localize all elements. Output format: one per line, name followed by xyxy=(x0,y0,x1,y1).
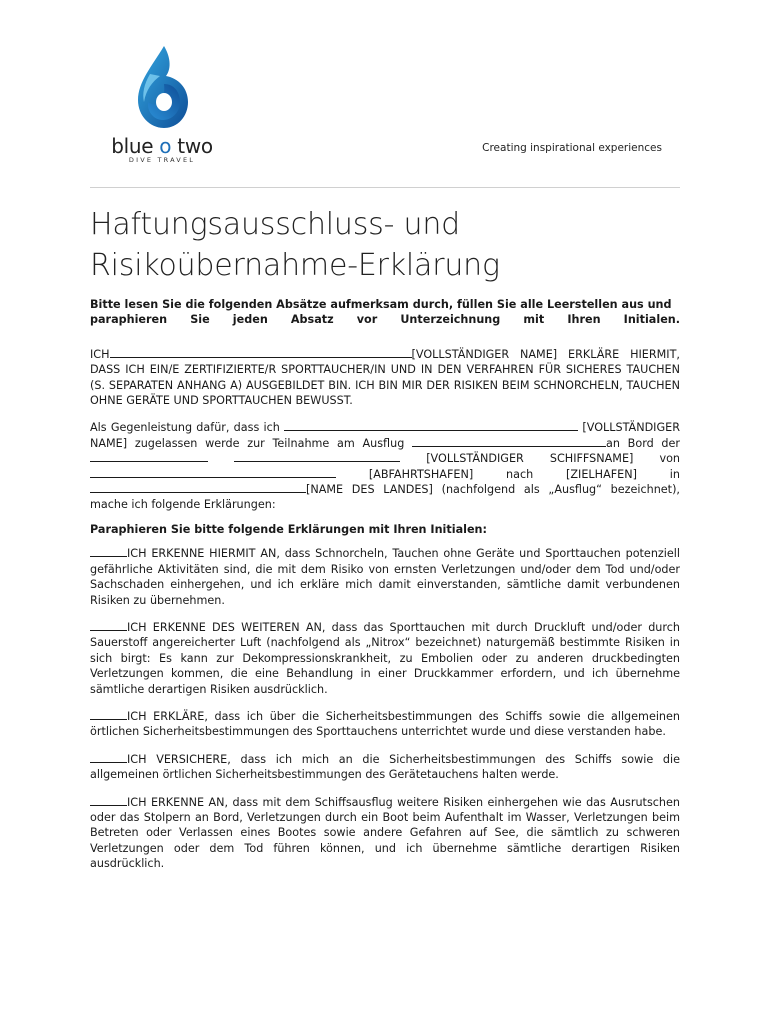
initials-blank-2[interactable] xyxy=(90,621,127,631)
brand-subtitle: DIVE TRAVEL xyxy=(128,156,196,164)
ship-blank-2[interactable] xyxy=(234,452,400,462)
tagline: Creating inspirational experiences xyxy=(482,142,662,154)
document-title xyxy=(90,204,680,286)
destination-blank[interactable] xyxy=(90,483,306,493)
ship-blank-1[interactable] xyxy=(90,452,208,462)
initials-blank-4[interactable] xyxy=(90,753,127,763)
statement-3: ICH ERKLÄRE, dass ich über die Sicherheitsbestimmungen des Schiffs sowie die allgemeinen örtlichen Sicherheitsbestimmungen des Sporttauchens unterrichtet wurde und diese verstanden habe. xyxy=(90,709,680,739)
intro-instructions xyxy=(90,297,680,328)
company-logo xyxy=(106,44,218,170)
intro-line-1: Bitte lesen Sie die folgenden Absätze aufmerksam durch, füllen Sie alle Leerstellen aus und xyxy=(90,298,672,311)
departure-port-blank[interactable] xyxy=(90,468,336,478)
brand-name: blue o two xyxy=(111,134,213,158)
consideration-paragraph: Als Gegenleistung dafür, dass ich [VOLLSTÄNDIGER NAME] zugelassen werde zur Teilnahme am Ausflug an Bord der [VOLLSTÄNDIGER SCHIFFSNAME] von [ABFAHRTSHAFEN] nach [ZIELHAFEN] in[NAME DES LANDES] (nachfolgend als „Ausflug“ bezeichnet), mache ich folgende Erklärungen: xyxy=(90,421,681,512)
statement-5: ICH ERKENNE AN, dass mit dem Schiffsausflug weitere Risiken einhergehen wie das Ausrutschen oder das Stolpern an Bord, Verletzungen durch ein Boot beim Aufenthalt im Wasser, Verletzungen beim Betreten oder Verlassen eines Bootes sowie andere Gefahren auf See, die sämtlich zu schweren Verletzungen oder dem Tod führen können, und ich übernehme sämtliche derartigen Risiken ausdrücklich. xyxy=(90,795,680,871)
header-divider xyxy=(90,187,680,188)
initials-blank-3[interactable] xyxy=(90,710,127,720)
excursion-blank[interactable] xyxy=(412,437,606,447)
statement-1: ICH ERKENNE HIERMIT AN, dass Schnorcheln, Tauchen ohne Geräte und Sporttauchen potenziell gefährliche Aktivitäten sind, die mit dem Risiko von ernsten Verletzungen und/oder dem Tod und/oder Sachschaden einhergehen, und ich erkläre mich damit einverstanden, sämtliche damit verbundenen Risiken zu übernehmen. xyxy=(90,547,680,607)
full-name-blank[interactable] xyxy=(110,348,412,358)
title-line-2: Risikoübernahme-Erklärung xyxy=(90,248,500,283)
statement-4: ICH VERSICHERE, dass ich mich an die Sicherheitsbestimmungen des Schiffs sowie die allgemeinen örtlichen Sicherheitsbestimmungen des Gerätetauchens halten werde. xyxy=(90,752,680,782)
participant-name-blank[interactable] xyxy=(284,421,578,431)
intro-line-2: paraphieren Sie jeden Absatz vor Unterzeichnung mit Ihren Initialen. xyxy=(90,313,680,327)
initials-blank-5[interactable] xyxy=(90,796,127,806)
declaration-paragraph: ICH [VOLLSTÄNDIGER NAME] ERKLÄRE HIERMIT, DASS ICH EIN/E ZERTIFIZIERTE/R SPORTTAUCHER/IN UND IN DEN VERFAHREN FÜR SICHERES TAUCHEN (S. SEPARATEN ANHANG A) AUSGEBILDET BIN. ICH BIN MIR DER RISIKEN BEIM SCHNORCHELN, TAUCHEN OHNE GERÄTE UND SPORTTAUCHEN BEWUSST. xyxy=(90,347,680,408)
statement-2: ICH ERKENNE DES WEITEREN AN, dass das Sporttauchen mit durch Druckluft und/oder durch Sauerstoff angereicherter Luft (nachfolgend als „Nitrox“ bezeichnet) naturgemäß bestimmte Risiken in sich birgt: Es kann zur Dekompressionskrankheit, zu Embolien oder zu anderen druckbedingten Verletzungen kommen, die eine Behandlung in einer Druckkammer erfordern, und ich übernehme sämtliche derartigen Risiken ausdrücklich. xyxy=(90,620,680,696)
initials-heading: Paraphieren Sie bitte folgende Erklärungen mit Ihren Initialen: xyxy=(90,522,487,536)
document-body xyxy=(90,297,680,872)
water-drop-logo-icon xyxy=(134,44,192,130)
title-line-1: Haftungsausschluss- und xyxy=(90,207,461,242)
initials-blank-1[interactable] xyxy=(90,547,127,557)
